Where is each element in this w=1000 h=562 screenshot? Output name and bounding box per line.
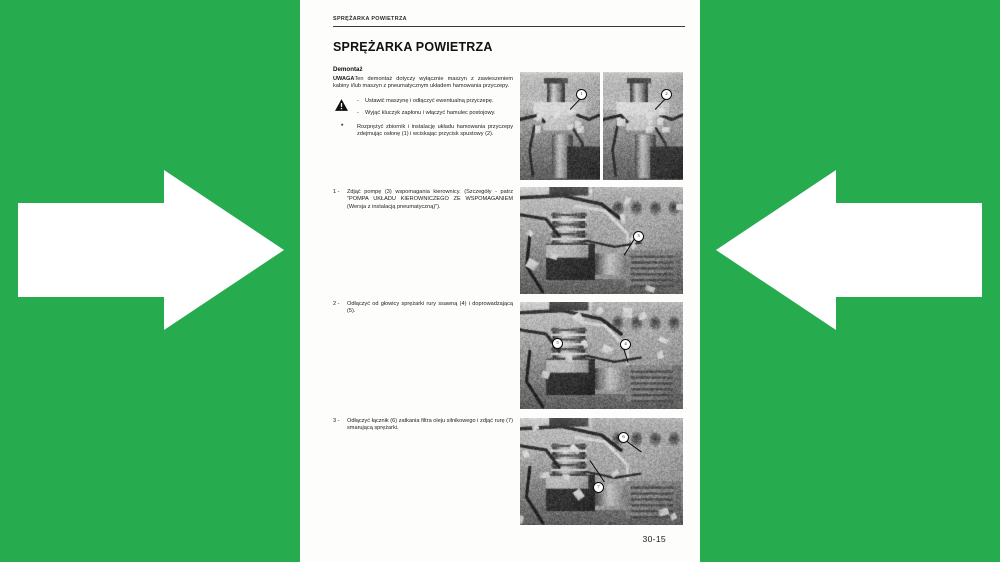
warning-bullet-item: [357, 110, 513, 117]
callout-2: 2: [661, 89, 672, 100]
bullet-dash-icon: -: [357, 97, 359, 104]
step-number: 3 -: [333, 418, 340, 424]
sub-note-block: [333, 124, 513, 139]
warning-triangle-icon: [335, 99, 348, 111]
figure-row-1: [520, 72, 683, 180]
step-item-3: [333, 418, 513, 433]
asterisk-marker-icon: *: [341, 123, 343, 130]
instructions-column: [333, 66, 513, 138]
figure-row-3: [520, 302, 683, 409]
air-tank-drain-button-photo: [603, 72, 683, 180]
arrow-right-icon: [18, 170, 284, 330]
manual-page: [300, 0, 700, 562]
section-label: Demontaż: [333, 66, 363, 73]
step-item-1: [333, 189, 513, 211]
warning-bullet-item: [357, 98, 513, 105]
right-accent-band: [700, 0, 1000, 562]
bullet-dash-icon: -: [357, 110, 359, 117]
header-rule: [333, 26, 685, 27]
warning-bullet-list: [333, 98, 513, 118]
note-block: [333, 76, 513, 91]
callout-7: 7: [593, 482, 604, 493]
warning-bullet-text: Ustawić maszynę i odłączyć ewentualną przyczepę.: [365, 97, 494, 104]
callout-6: 6: [618, 432, 629, 443]
running-head: SPRĘŻARKA POWIETRZA: [333, 16, 407, 22]
compressor-head-pipes-photo: [520, 302, 683, 409]
step-text: Odłączyć łącznik (6) zatkania filtra oleju silnikowego i zdjąć rurę (7) smarującą sprężarki.: [347, 418, 513, 432]
note-tag: UWAGA: [333, 76, 355, 82]
compressor-steering-pump-photo: [520, 187, 683, 294]
page-title: SPRĘŻARKA POWIETRZA: [333, 40, 493, 54]
page-number: 30-15: [642, 534, 666, 544]
sub-note-text: Rozprężyć zbiornik i instalację układu hamowania przyczepy zdejmując osłonę (1) i wciskając przycisk spustowy (2).: [357, 123, 513, 138]
figure-row-4: [520, 418, 683, 525]
callout-5: 5: [552, 338, 563, 349]
figure-row-2: [520, 187, 683, 294]
callout-3: 3: [633, 231, 644, 242]
callout-4: 4: [620, 339, 631, 350]
note-text: Ten demontaż dotyczy wyłącznie maszyn z zawieszeniem kabiny i/lub maszyn z pneumatycznym układem hamowania przyczepy.: [333, 76, 513, 90]
callout-1: 1: [576, 89, 587, 100]
step-number: 1 -: [333, 189, 340, 195]
step-text: Odłączyć od głowicy sprężarki rury ssawną (4) i doprowadzającą (5).: [347, 301, 513, 315]
arrow-left-icon: [716, 170, 982, 330]
warning-bullet-text: Wyjąć kluczyk zapłonu i włączyć hamulec postojowy.: [365, 110, 496, 117]
step-text: Zdjąć pompę (3) wspomagania kierownicy. (Szczegóły - patrz "POMPA UKŁADU KIEROWNICZEGO ZE WSPOMAGANIEM (Wersja z instalacją pneumatyczną)").: [347, 189, 513, 210]
air-tank-cover-photo: [520, 72, 600, 180]
oil-filter-union-photo: [520, 418, 683, 525]
step-number: 2 -: [333, 301, 340, 307]
step-item-2: [333, 301, 513, 316]
left-accent-band: [0, 0, 300, 562]
